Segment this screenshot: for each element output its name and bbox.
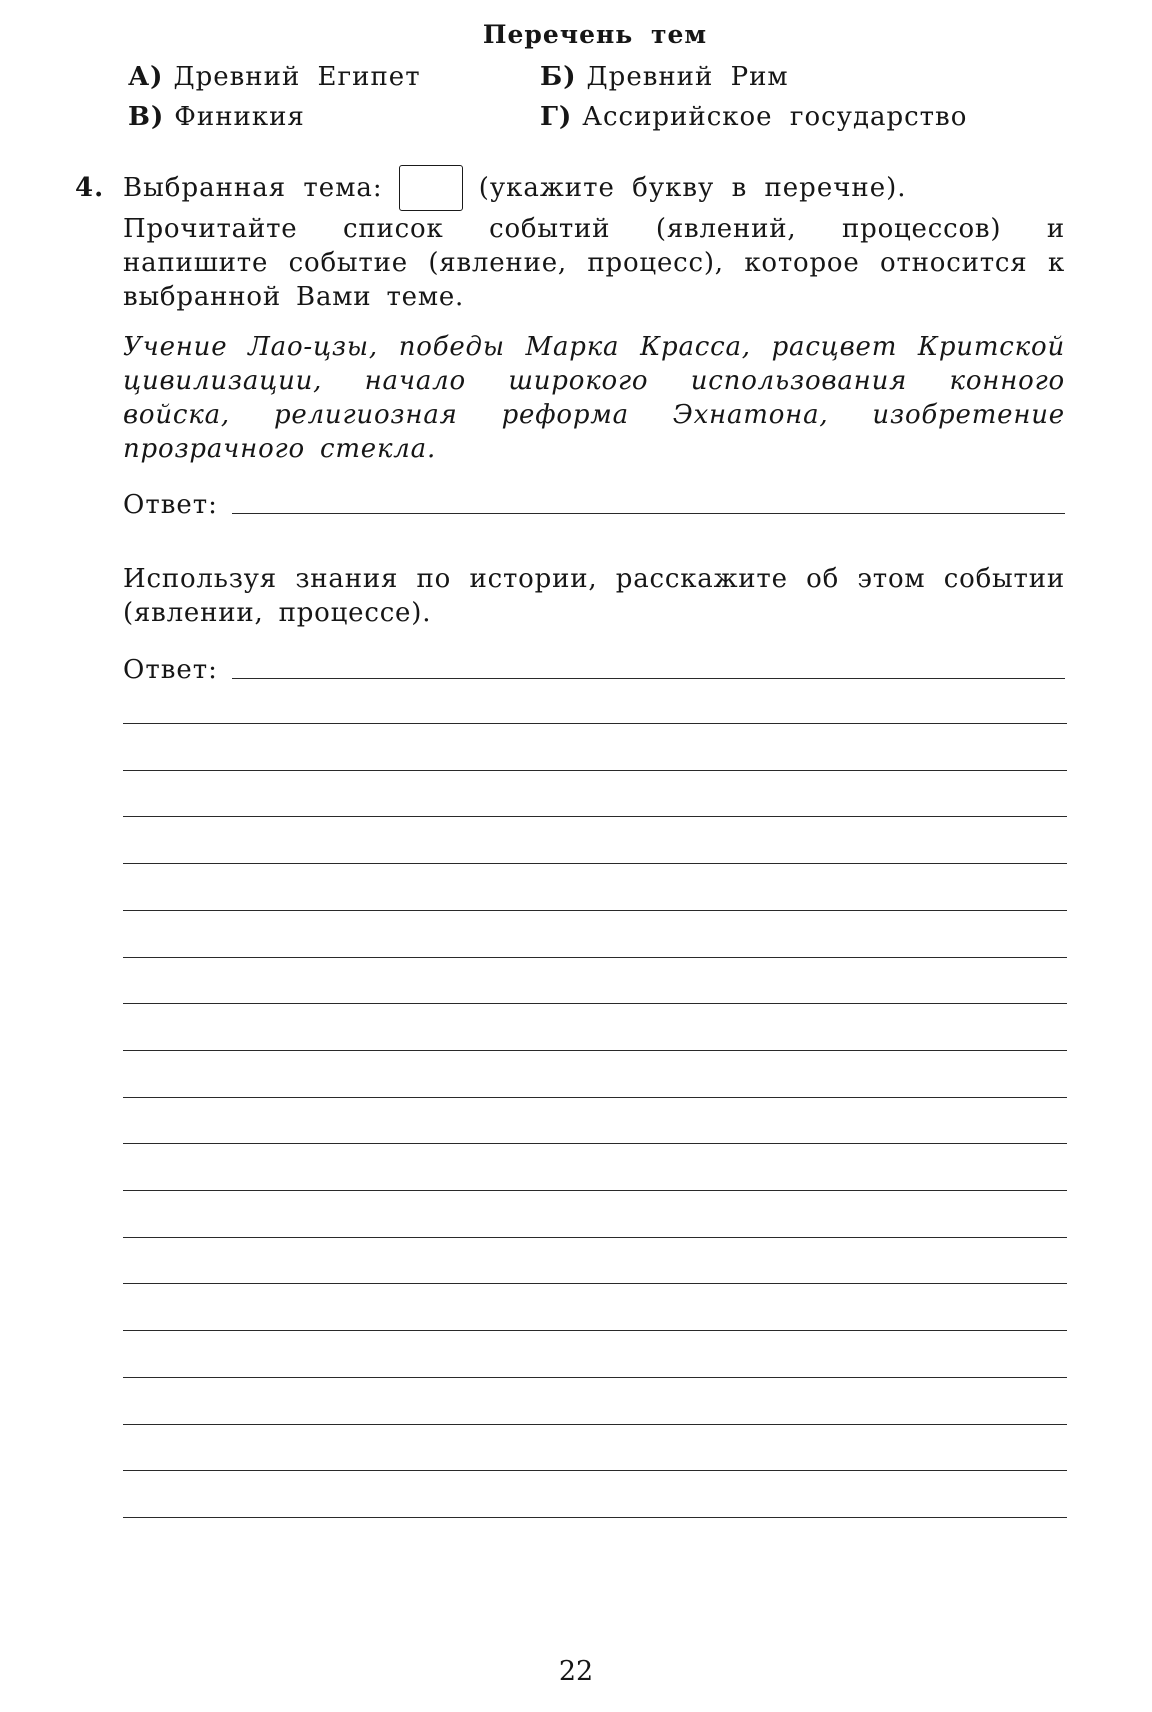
- chosen-topic-box[interactable]: [399, 165, 463, 211]
- topic-item-b: [540, 62, 789, 92]
- writing-line[interactable]: [123, 863, 1067, 864]
- chosen-topic-label: Выбранная тема:: [123, 173, 383, 203]
- topic-name: Финикия: [174, 102, 305, 132]
- writing-line[interactable]: [123, 1143, 1067, 1144]
- topics-heading: Перечень тем: [482, 20, 708, 49]
- writing-line[interactable]: [123, 1330, 1067, 1331]
- answer-line[interactable]: [232, 677, 1065, 679]
- task-number: 4.: [75, 173, 105, 203]
- writing-line[interactable]: [123, 1424, 1067, 1425]
- task-header: [75, 165, 907, 211]
- writing-line[interactable]: [123, 1003, 1067, 1004]
- writing-line[interactable]: [123, 1190, 1067, 1191]
- page-number: 22: [558, 1656, 594, 1687]
- answer-label: Ответ:: [123, 655, 218, 685]
- task-instruction: Прочитайте список событий (явлений, процессов) и напишите событие (явление, процесс), которое относится к выбранной Вами теме.: [123, 214, 1065, 312]
- writing-line[interactable]: [123, 1283, 1067, 1284]
- events-list: Учение Лао-цзы, победы Марка Красса, расцвет Критской цивилизации, начало широкого использования конного войска, религиозная реформа Эхнатона, изобретение прозрачного стекла.: [123, 332, 1065, 464]
- topic-name: Ассирийское государство: [582, 102, 968, 132]
- topic-name: Древний Рим: [586, 62, 789, 92]
- writing-line[interactable]: [123, 1517, 1067, 1518]
- answer-field-1[interactable]: [123, 490, 1065, 520]
- answer-field-2[interactable]: [123, 655, 1065, 685]
- topic-item-g: [540, 102, 967, 132]
- writing-line[interactable]: [123, 910, 1067, 911]
- writing-line[interactable]: [123, 770, 1067, 771]
- writing-line[interactable]: [123, 1237, 1067, 1238]
- writing-line[interactable]: [123, 723, 1067, 724]
- topic-item-a: [128, 62, 421, 92]
- writing-line[interactable]: [123, 1097, 1067, 1098]
- topic-letter: Б): [540, 62, 577, 92]
- topic-letter: А): [128, 62, 164, 92]
- writing-line[interactable]: [123, 957, 1067, 958]
- writing-line[interactable]: [123, 1470, 1067, 1471]
- writing-line[interactable]: [123, 1050, 1067, 1051]
- topic-name: Древний Египет: [173, 62, 421, 92]
- answer-label: Ответ:: [123, 490, 218, 520]
- writing-line[interactable]: [123, 816, 1067, 817]
- chosen-topic-hint: (укажите букву в перечне).: [478, 173, 907, 203]
- topic-letter: Г): [540, 102, 573, 132]
- topic-item-v: [128, 102, 305, 132]
- topic-letter: В): [128, 102, 165, 132]
- writing-line[interactable]: [123, 1377, 1067, 1378]
- answer-line[interactable]: [232, 512, 1065, 514]
- task-prompt-2: Используя знания по истории, расскажите об этом событии (явлении, процессе).: [123, 564, 1065, 628]
